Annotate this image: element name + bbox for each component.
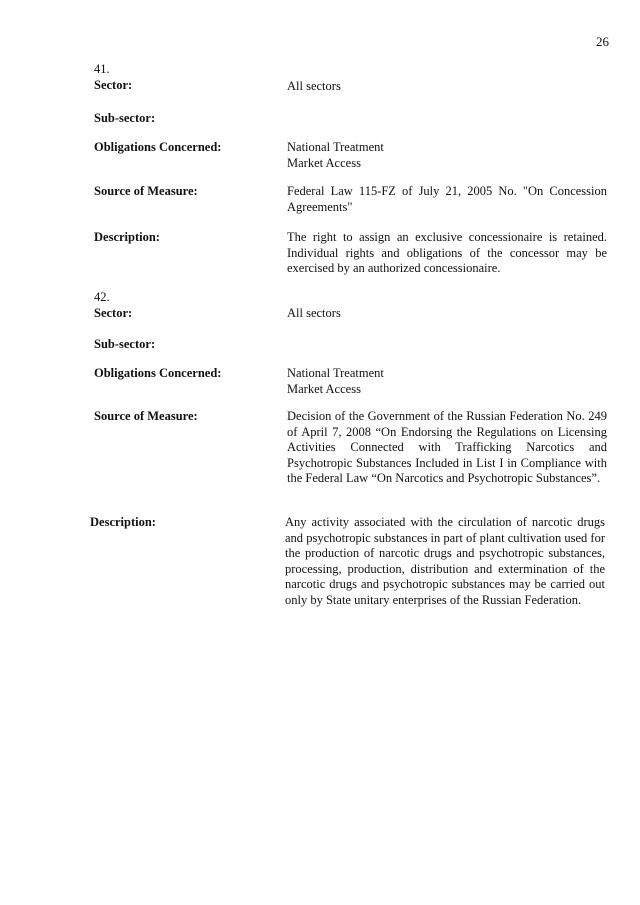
description-label: Description: [90,515,156,529]
obligations-value [287,366,607,397]
source-label: Source of Measure: [94,409,198,423]
sector-label: Sector: [94,306,133,320]
description-value: The right to assign an exclusive concessionaire is retained. Individual rights and obligations of the concessor may be exercised by an authorized concessionaire. [287,230,607,275]
obligations-label: Obligations Concerned: [94,140,222,154]
sector-label: Sector: [94,78,133,92]
sector-value: All sectors [287,79,341,93]
entry-number: 42. [94,290,110,304]
page-number: 26 [596,34,609,49]
obligation-item: National Treatment [287,140,384,154]
obligation-item: Market Access [287,155,361,170]
source-value: Federal Law 115-FZ of July 21, 2005 No. "On Concession Agreements" [287,184,607,214]
source-label: Source of Measure: [94,184,198,198]
description-label: Description: [94,230,160,244]
source-value: Decision of the Government of the Russian Federation No. 249 of April 7, 2008 “On Endorsing the Regulations on Licensing Activities Connected with Trafficking Narcotics and Psychotropic Substances Included in List I in Compliance with the Federal Law “On Narcotics and Psychotropic Substances”. [287,409,607,485]
sector-value: All sectors [287,306,341,320]
subsector-label: Sub-sector: [94,111,156,125]
obligation-item: National Treatment [287,366,384,380]
obligations-label: Obligations Concerned: [94,366,222,380]
entry-number: 41. [94,62,110,76]
subsector-label: Sub-sector: [94,337,156,351]
obligations-value [287,140,607,171]
description-value: Any activity associated with the circulation of narcotic drugs and psychotropic substances in part of plant cultivation used for the production of narcotic drugs and psychotropic substances, processing, production, distribution and extermination of the narcotic drugs and psychotropic substances may be carried out only by State unitary enterprises of the Russian Federation. [285,515,605,607]
obligation-item: Market Access [287,381,361,396]
